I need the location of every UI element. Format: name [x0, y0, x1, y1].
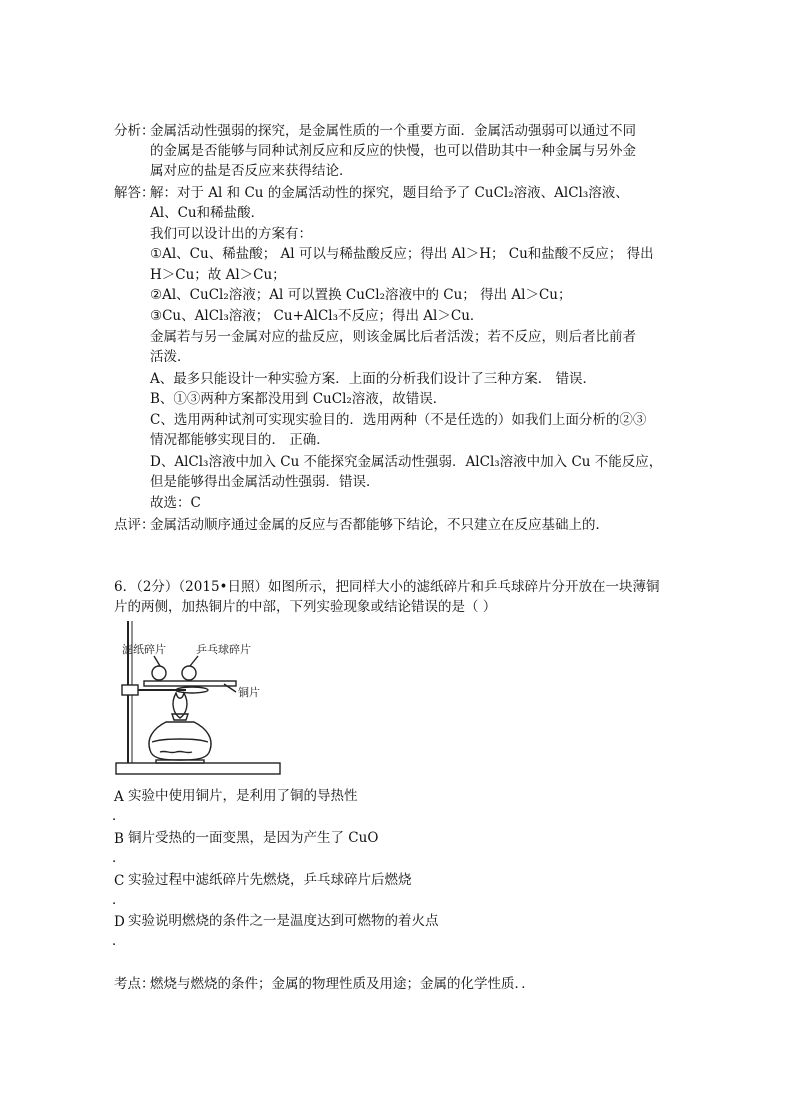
- option-b-dot: ．: [112, 850, 126, 866]
- option-c-text: 实验过程中滤纸碎片先燃烧，乒乓球碎片后燃烧: [128, 872, 412, 888]
- stand-base: [116, 763, 280, 774]
- label-copper: 铜片: [238, 686, 260, 699]
- answer-line-9: 活泼．: [150, 349, 191, 365]
- label-pingpong: 乒乓球碎片: [196, 643, 251, 656]
- option-c-letter: C: [114, 873, 125, 889]
- option-a-dot: ．: [112, 808, 126, 824]
- pingpong-piece: [182, 666, 196, 680]
- copper-plate: [144, 681, 236, 686]
- label-filter-paper: 滤纸碎片: [122, 643, 166, 656]
- option-d-letter: D: [114, 914, 125, 930]
- option-b-letter: B: [114, 831, 124, 847]
- answer-line-8: 金属若与另一金属对应的盐反应，则该金属比后者活泼；若不反应，则后者比前者: [150, 329, 636, 345]
- option-d-dot: ．: [112, 933, 126, 949]
- knowledge-text: 燃烧与燃烧的条件；金属的物理性质及用途；金属的化学性质．．: [150, 976, 535, 992]
- question-line-2: 片的两侧，加热铜片的中部，下列实验现象或结论错误的是（ ）: [114, 599, 497, 615]
- answer-line-13: 情况都能够实现目的． 正确．: [150, 432, 330, 448]
- analysis-line-1: 金属活动性强弱的探究，是金属性质的一个重要方面．金属活动强弱可以通过不同: [150, 123, 636, 139]
- apparatus-figure: [114, 618, 284, 780]
- answer-label: 解答：: [114, 185, 155, 201]
- option-a-letter: A: [114, 789, 124, 805]
- answer-line-6: ②Al、CuCl₂溶液；Al 可以置换 CuCl₂溶液中的 Cu； 得出 Al＞Cu；: [150, 287, 572, 303]
- answer-line-2: Al、Cu和稀盐酸．: [150, 205, 265, 221]
- filter-paper-piece: [152, 666, 166, 680]
- option-c-dot: ．: [112, 892, 126, 908]
- answer-line-11: B、①③两种方案都没用到 CuCl₂溶液，故错误．: [150, 391, 447, 407]
- comment-text: 金属活动顺序通过金属的反应与否都能够下结论，不只建立在反应基础上的．: [150, 517, 609, 533]
- knowledge-label: 考点：: [114, 976, 155, 992]
- option-a-text: 实验中使用铜片，是利用了铜的导热性: [128, 788, 358, 804]
- question-line-1: 6．（2分）（2015•日照）如图所示，把同样大小的滤纸碎片和乒乓球碎片分开放在一块薄铜: [114, 579, 660, 595]
- answer-line-5: H＞Cu；故 Al＞Cu；: [150, 267, 286, 283]
- analysis-label: 分析：: [114, 123, 155, 139]
- answer-line-15: 但是能够得出金属活动性强弱．错误．: [150, 474, 380, 490]
- option-b-text: 铜片受热的一面变黑，是因为产生了 CuO: [128, 830, 379, 846]
- answer-line-7: ③Cu、AlCl₃溶液； Cu+AlCl₃不反应；得出 Al＞Cu．: [150, 308, 484, 324]
- answer-line-14: D、AlCl₃溶液中加入 Cu 不能探究金属活动性强弱．AlCl₃溶液中加入 Cu 不能反应，: [150, 454, 663, 470]
- answer-line-10: A、最多只能设计一种实验方案．上面的分析我们设计了三种方案． 错误．: [150, 371, 597, 387]
- answer-line-12: C、选用两种试剂可实现实验目的．选用两种（不是任选的）如我们上面分析的②③: [150, 412, 647, 428]
- answer-line-3: 我们可以设计出的方案有：: [150, 226, 312, 242]
- answer-line-16: 故选：C: [150, 495, 201, 511]
- comment-label: 点评：: [114, 517, 155, 533]
- answer-line-4: ①Al、Cu、稀盐酸； Al 可以与稀盐酸反应；得出 Al＞H； Cu和盐酸不反应； 得出: [150, 246, 654, 262]
- option-d-text: 实验说明燃烧的条件之一是温度达到可燃物的着火点: [128, 913, 439, 929]
- answer-line-1: 解：对于 Al 和 Cu 的金属活动性的探究，题目给予了 CuCl₂溶液、AlCl₃溶液、: [150, 185, 629, 201]
- analysis-line-2: 的金属是否能够与同种试剂反应和反应的快慢，也可以借助其中一种金属与另外金: [150, 143, 636, 159]
- analysis-line-3: 属对应的盐是否反应来获得结论．: [150, 163, 353, 179]
